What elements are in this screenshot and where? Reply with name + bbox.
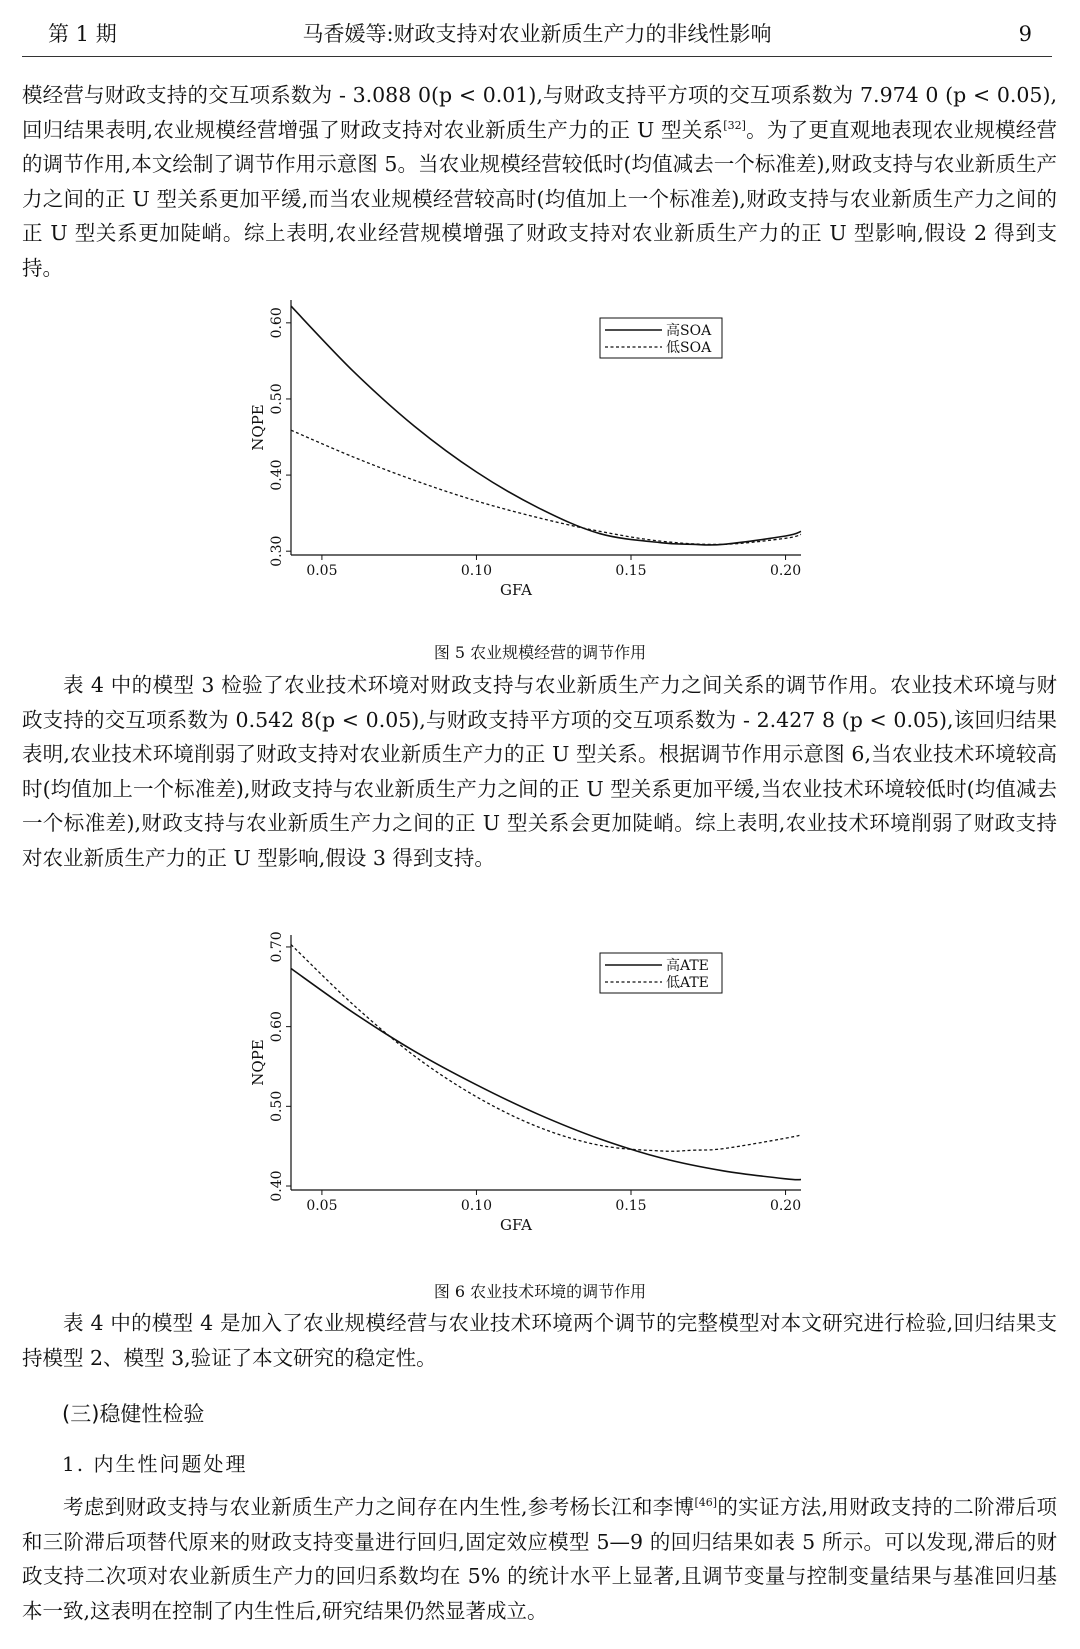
fig5-x-tick-label: 0.15 — [615, 563, 647, 579]
header-rule — [22, 56, 1052, 57]
running-title: 马香媛等:财政支持对农业新质生产力的非线性影响 — [302, 22, 772, 46]
paragraph-4-text: 考虑到财政支持与农业新质生产力之间存在内生性,参考杨长江和李博 — [63, 1495, 695, 1519]
fig5-legend-label-1: 高SOA — [666, 323, 712, 339]
fig5-series-1-line — [291, 306, 801, 545]
figure-6-chart — [249, 930, 835, 1260]
figure-5 — [249, 295, 835, 625]
fig5-x-tick-label: 0.20 — [769, 563, 802, 579]
fig5-y-tick-label: 0.60 — [269, 307, 285, 339]
issue-number: 第 1 期 — [48, 22, 117, 46]
fig6-series-1-line — [291, 969, 801, 1180]
fig6-x-tick-label: 0.05 — [306, 1198, 338, 1214]
running-header — [22, 14, 1052, 54]
figure-5-caption: 图 5 农业规模经营的调节作用 — [433, 643, 647, 662]
fig6-y-tick-label: 0.40 — [269, 1170, 285, 1202]
fig6-x-tick-label: 0.20 — [769, 1198, 802, 1214]
fig5-y-axis-label: NQPE — [249, 404, 267, 451]
paragraph-4 — [22, 1490, 1057, 1628]
page-number: 9 — [1018, 22, 1032, 46]
paragraph-2: 表 4 中的模型 3 检验了农业技术环境对财政支持与农业新质生产力之间关系的调节作用。农业技术环境与财政支持的交互项系数为 0.542 8(p < 0.05),与财政支持平方项的交互项系数为 - 2.427 8 (p < 0.05),该回归结果表明,农业技术环境削弱了财政支持对农业新质生产力的正 U 型关系。根据调节作用示意图 6,当农业技术环境较高时(均值加上一个标准差),财政支持与农业新质生产力之间的正 U 型关系更加平缓,当农业技术环境较低时(均值减去一个标准差),财政支持与农业新质生产力之间的正 U 型关系会更加陡峭。综上表明,农业技术环境削弱了财政支持对农业新质生产力的正 U 型影响,假设 3 得到支持。 — [22, 673, 1057, 870]
fig5-y-tick-label: 0.30 — [269, 535, 285, 567]
fig5-y-tick-label: 0.40 — [269, 459, 285, 491]
fig6-x-tick-label: 0.15 — [615, 1198, 647, 1214]
fig6-y-tick-label: 0.70 — [269, 931, 285, 963]
section-heading: (三)稳健性检验 — [62, 1402, 205, 1426]
fig6-legend-label-1: 高ATE — [666, 958, 709, 974]
paragraph-3: 表 4 中的模型 4 是加入了农业规模经营与农业技术环境两个调节的完整模型对本文研究进行检验,回归结果支持模型 2、模型 3,验证了本文研究的稳定性。 — [22, 1311, 1057, 1370]
fig6-x-tick-label: 0.10 — [460, 1198, 493, 1214]
paragraph-1-text-cont: 。为了更直观地表现农业规模经营的调节作用,本文绘制了调节作用示意图 5。当农业规模经营较低时(均值减去一个标准差),财政支持与农业新质生产力之间的正 U 型关系更加平缓,而当农业规模经营较高时(均值加上一个标准差),财政支持与农业新质生产力之间的正 U 型关系更加陡峭。综上表明,农业经营规模增强了财政支持对农业新质生产力的正 U 型影响,假设 2 得到支持。 — [22, 117, 1057, 280]
fig5-legend-label-2: 低SOA — [666, 340, 712, 356]
fig6-series-2-line — [291, 945, 801, 1152]
figure-6-caption: 图 6 农业技术环境的调节作用 — [433, 1282, 647, 1301]
fig5-series-2-line — [291, 430, 801, 544]
fig6-y-tick-label: 0.50 — [269, 1090, 285, 1122]
paragraph-1 — [22, 78, 1057, 286]
figure-5-chart — [249, 295, 835, 625]
fig5-x-tick-label: 0.05 — [306, 563, 338, 579]
fig5-x-tick-label: 0.10 — [460, 563, 493, 579]
subsection-heading: 1. 内生性问题处理 — [62, 1452, 248, 1476]
fig5-x-axis-label: GFA — [500, 581, 532, 599]
citation-46[interactable]: [46] — [694, 1496, 718, 1510]
fig5-y-tick-label: 0.50 — [269, 383, 285, 415]
fig6-y-tick-label: 0.60 — [269, 1011, 285, 1043]
paragraph-4-text-cont: 的实证方法,用财政支持的二阶滞后项和三阶滞后项替代原来的财政支持变量进行回归,固定效应模型 5—9 的回归结果如表 5 所示。可以发现,滞后的财政支持二次项对农业新质生产力的回归系数均在 5% 的统计水平上显著,且调节变量与控制变量结果与基准回归基本一致,这表明在控制了内生性后,研究结果仍然显著成立。 — [22, 1495, 1058, 1623]
figure-6 — [249, 930, 835, 1260]
fig6-x-axis-label: GFA — [500, 1216, 532, 1234]
fig6-legend-label-2: 低ATE — [666, 975, 709, 991]
citation-32[interactable]: [32] — [723, 118, 746, 132]
fig6-y-axis-label: NQPE — [249, 1039, 267, 1086]
paragraph-1-text: 模经营与财政支持的交互项系数为 - 3.088 0(p < 0.01),与财政支持平方项的交互项系数为 7.974 0 (p < 0.05),回归结果表明,农业规模经营增强了财政支持对农业新质生产力的正 U 型关系 — [22, 83, 1057, 142]
